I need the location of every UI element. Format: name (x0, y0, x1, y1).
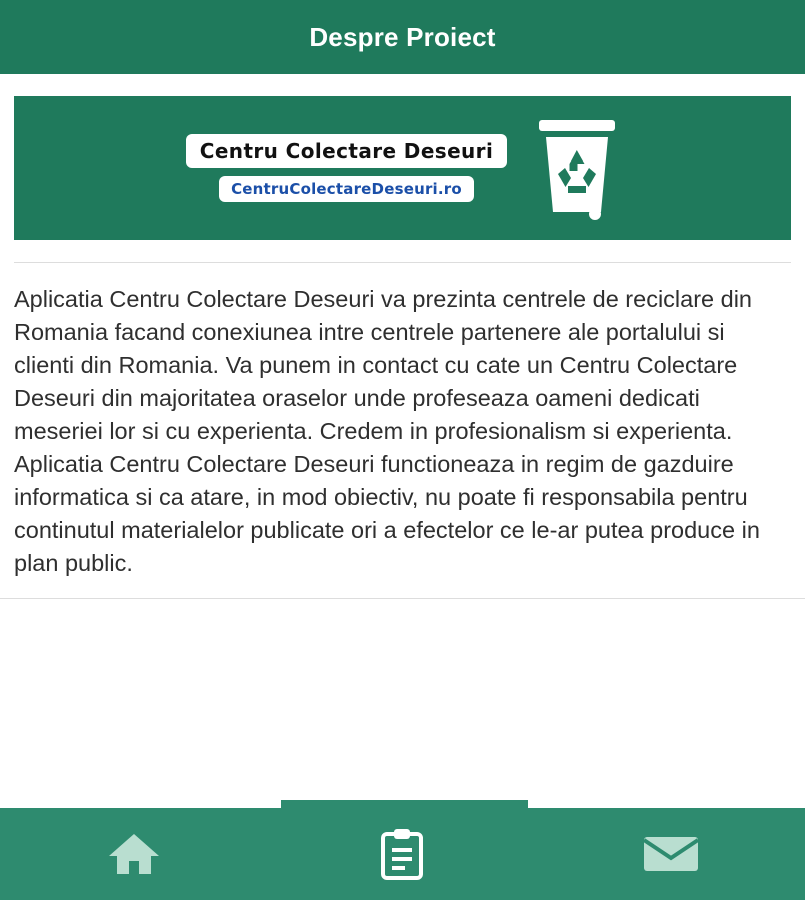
logo-primary-label: Centru Colectare Deseuri (186, 134, 507, 168)
home-icon (106, 830, 162, 878)
app-header (0, 0, 805, 74)
about-body-text: Aplicatia Centru Colectare Deseuri va prezinta centrele de reciclare din Romania facand conexiunea intre centrele partenere ale portalului si clienti din Romania. Va punem in contact cu cate un Centru Colectare Deseuri din majoritatea oraselor unde profeseaza oameni dedicati meseriei lor si cu experienta. Credem in profesionalism si experienta. Aplicatia Centru Colectare Deseuri functioneaza in regim de gazduire informatica si ca atare, in mod obiectiv, nu poate fi responsabila pentru continutul materialelor publicate ori a efectelor ce le-ar putea produce in plan public. (14, 286, 760, 576)
banner-container (0, 74, 805, 263)
page-title: Despre Proiect (309, 21, 496, 52)
tab-contact[interactable] (537, 808, 805, 900)
logo-secondary-label: CentruColectareDeseuri.ro (219, 176, 474, 202)
tab-about[interactable] (268, 808, 536, 900)
bottom-tab-bar (0, 808, 805, 900)
recycle-bin-icon (535, 116, 619, 220)
tab-home[interactable] (0, 808, 268, 900)
brand-banner (14, 96, 791, 240)
mail-icon (642, 833, 700, 875)
content-spacer (0, 599, 805, 808)
about-content (0, 263, 805, 598)
logo-text-block (186, 134, 507, 202)
clipboard-icon (380, 828, 424, 880)
